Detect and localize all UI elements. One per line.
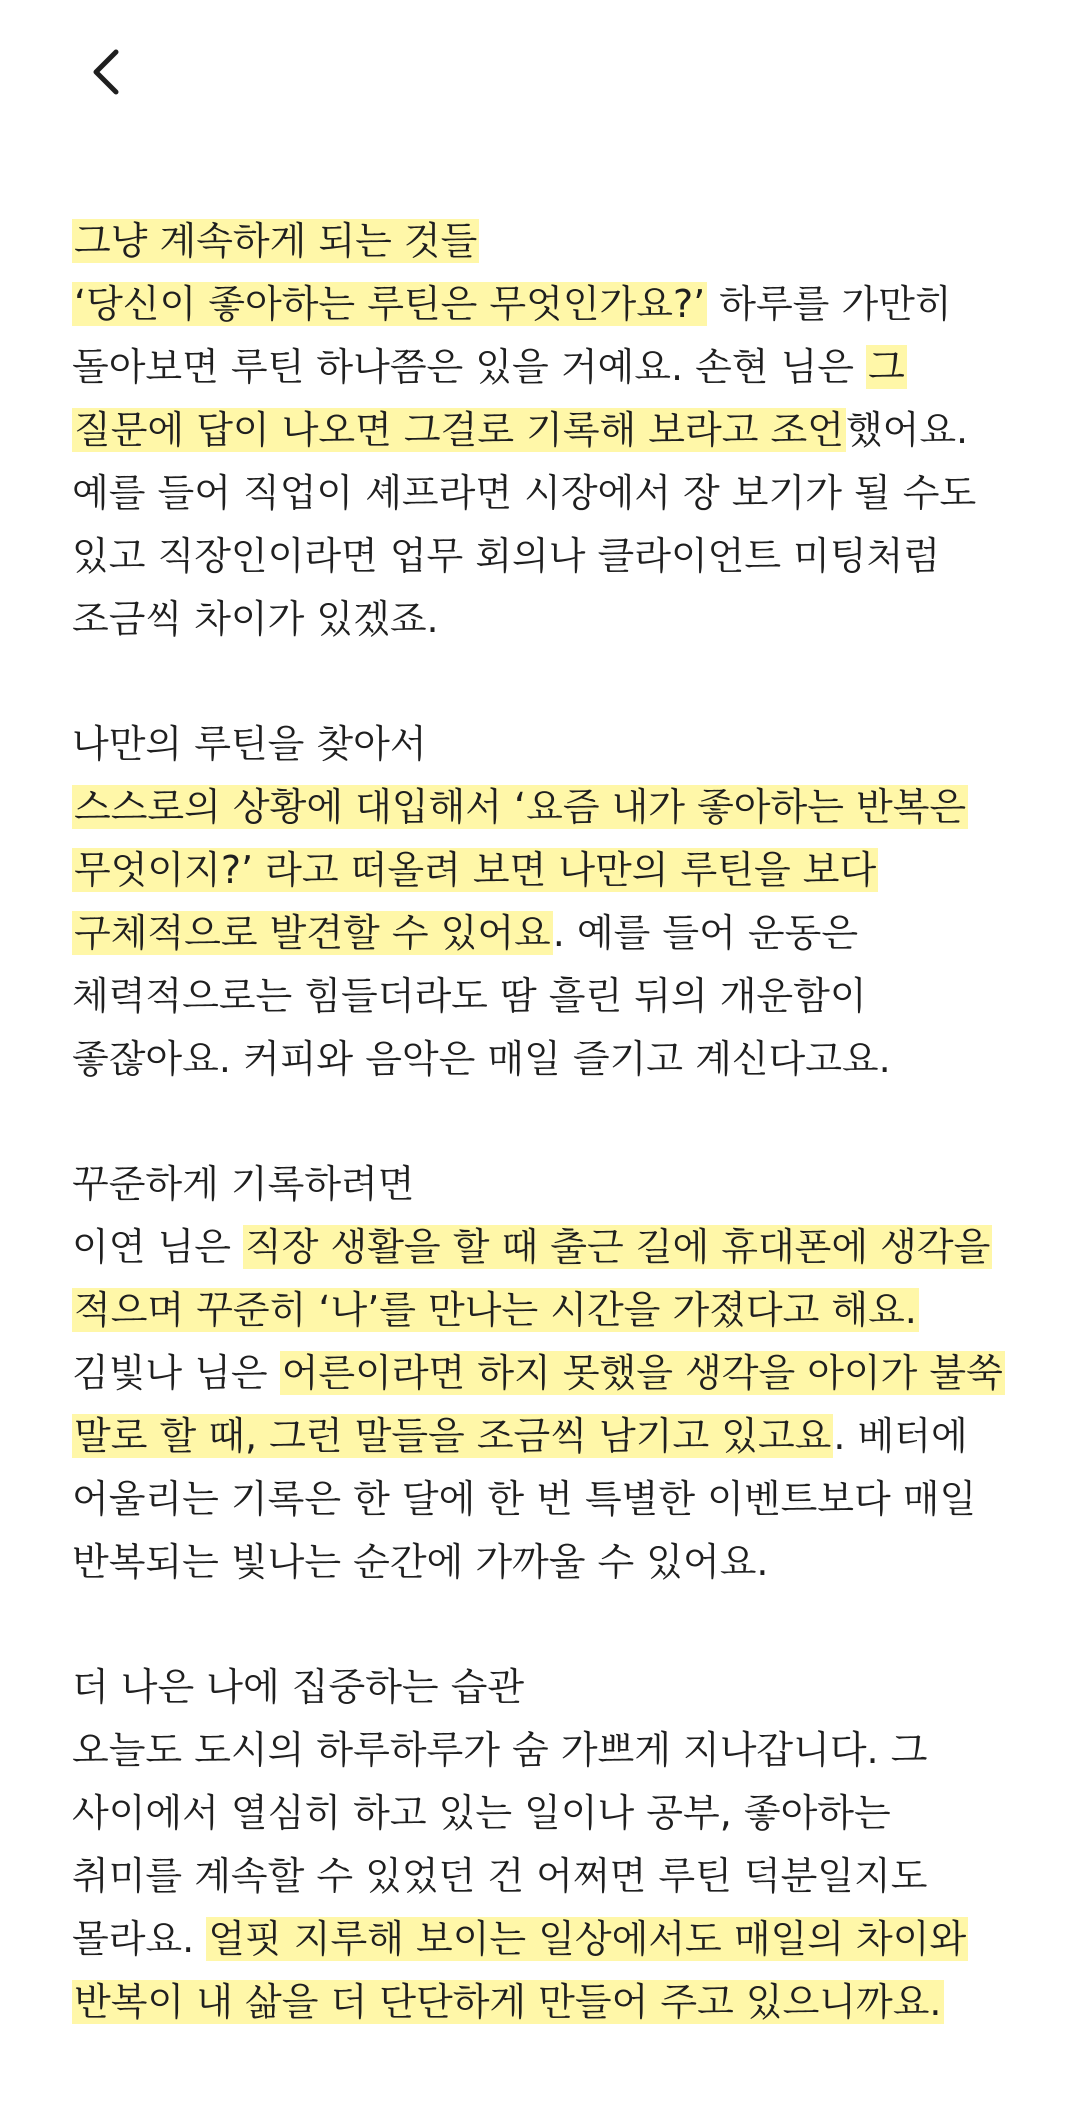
paragraph-text: . 베터에 어울리는 기록은 한 달에 한 번 특별한 이벤트보다 매일 반복되는 빛나는 순간에 가까울 수 있어요. bbox=[72, 1414, 977, 1584]
paragraph-text: . 예를 들어 운동은 체력적으로는 힘들더라도 땀 흘린 뒤의 개운함이 좋잖아요. 커피와 음악은 매일 즐기고 계신다고요. bbox=[72, 911, 891, 1081]
section-paragraph bbox=[72, 273, 1012, 651]
paragraph-text: 했어요. 예를 들어 직업이 셰프라면 시장에서 장 보기가 될 수도 있고 직장인이라면 업무 회의나 클라이언트 미팅처럼 조금씩 차이가 있겠죠. bbox=[72, 408, 977, 641]
section-title: 나만의 루틴을 찾아서 bbox=[72, 722, 427, 766]
section-paragraph bbox=[72, 1719, 1012, 2034]
paragraph-text: 하루를 가만히 돌아보면 루틴 하나쯤은 있을 거예요. 손현 님은 bbox=[72, 282, 952, 389]
section-better-habit bbox=[72, 1656, 1012, 2034]
highlighted-text: 그 질문에 답이 나오면 그걸로 기록해 보라고 조언 bbox=[74, 345, 905, 452]
section-record-steadily bbox=[72, 1153, 1012, 1594]
chevron-left-icon bbox=[76, 36, 140, 108]
paragraph-text: 이연 님은 bbox=[72, 1225, 243, 1269]
section-find-routine bbox=[72, 713, 1012, 1091]
back-button[interactable] bbox=[76, 36, 140, 108]
article-body bbox=[72, 210, 1012, 2096]
section-title: 꾸준하게 기록하려면 bbox=[72, 1162, 415, 1206]
top-bar bbox=[0, 0, 1080, 150]
highlighted-text: 스스로의 상황에 대입해서 ‘요즘 내가 좋아하는 반복은 무엇이지?’ 라고 떠올려 보면 나만의 루틴을 보다 구체적으로 발견할 수 있어요 bbox=[74, 785, 967, 955]
section-title: 더 나은 나에 집중하는 습관 bbox=[72, 1665, 525, 1709]
section-paragraph bbox=[72, 1216, 1012, 1594]
paragraph-text: 김빛나 님은 bbox=[72, 1351, 280, 1395]
section-paragraph bbox=[72, 776, 1012, 1091]
highlighted-text: ‘당신이 좋아하는 루틴은 무엇인가요?’ bbox=[74, 282, 706, 326]
section-title bbox=[72, 210, 1012, 273]
highlighted-text: 직장 생활을 할 때 출근 길에 휴대폰에 생각을 적으며 꾸준히 ‘나’를 만나는 시간을 가졌다고 해요. bbox=[74, 1225, 991, 1332]
section-routine-intro bbox=[72, 210, 1012, 651]
paragraph-text: 오늘도 도시의 하루하루가 숨 가쁘게 지나갑니다. 그 사이에서 열심히 하고 있는 일이나 공부, 좋아하는 취미를 계속할 수 있었던 건 어쩌면 루틴 덕분일지도 몰라요. bbox=[72, 1728, 928, 1961]
highlighted-text: 얼핏 지루해 보이는 일상에서도 매일의 차이와 반복이 내 삶을 더 단단하게 만들어 주고 있으니까요. bbox=[74, 1917, 967, 2024]
highlighted-text: 어른이라면 하지 못했을 생각을 아이가 불쑥 말로 할 때, 그런 말들을 조금씩 남기고 있고요 bbox=[74, 1351, 1003, 1458]
highlighted-text: 그냥 계속하게 되는 것들 bbox=[74, 219, 478, 263]
